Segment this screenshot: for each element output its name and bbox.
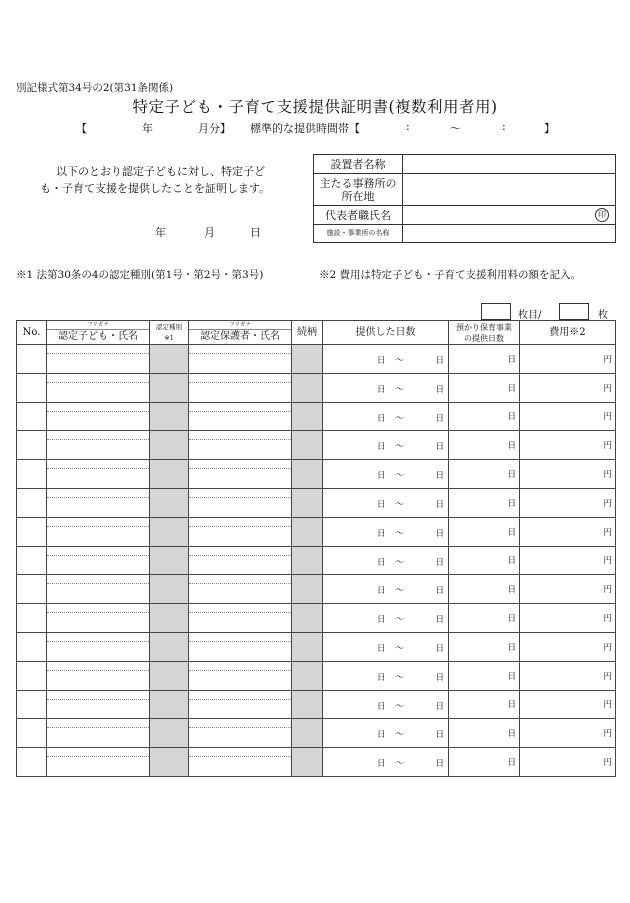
furigana-divider xyxy=(189,555,291,556)
yen-unit: 円 xyxy=(603,642,612,653)
relation-cell[interactable] xyxy=(292,517,323,546)
founder-name-label: 設置者名称 xyxy=(314,155,403,174)
furigana-divider xyxy=(47,439,149,440)
header-type-line-2: ※1 xyxy=(164,333,174,342)
header-guardian-name xyxy=(189,321,292,345)
child-name-cell[interactable] xyxy=(47,373,150,402)
relation-cell[interactable] xyxy=(292,546,323,575)
day-start-unit: 日 xyxy=(377,672,386,683)
child-name-cell[interactable] xyxy=(47,431,150,460)
childcare-day-unit: 日 xyxy=(507,585,516,596)
yen-unit: 円 xyxy=(603,383,612,394)
furigana-divider xyxy=(189,641,291,642)
certification-type-cell[interactable] xyxy=(150,719,189,748)
guardian-name-cell[interactable] xyxy=(189,690,292,719)
form-reference: 別記様式第34号の2(第31条関係) xyxy=(16,82,174,94)
furigana-divider xyxy=(47,555,149,556)
header-child-name xyxy=(47,321,150,345)
fee-cell[interactable] xyxy=(520,575,616,604)
day-end-unit: 日 xyxy=(435,528,444,539)
day-end-unit: 日 xyxy=(435,615,444,626)
header-type-line-1: 認定種別 xyxy=(156,322,182,331)
day-end-unit: 日 xyxy=(435,471,444,482)
office-address-field[interactable] xyxy=(403,174,616,206)
furigana-divider xyxy=(189,468,291,469)
certification-type-cell[interactable] xyxy=(150,345,189,374)
guardian-name-cell[interactable] xyxy=(189,402,292,431)
furigana-divider xyxy=(47,382,149,383)
sheet-number-box[interactable] xyxy=(481,303,511,320)
guardian-name-cell[interactable] xyxy=(189,575,292,604)
childcare-days-cell[interactable] xyxy=(449,575,520,604)
certification-line-1: 以下のとおり認定子どもに対し、特定子ど xyxy=(56,165,265,178)
childcare-days-cell[interactable] xyxy=(449,748,520,777)
relation-cell[interactable] xyxy=(292,748,323,777)
furigana-divider xyxy=(189,727,291,728)
childcare-days-cell[interactable] xyxy=(449,488,520,517)
yen-unit: 円 xyxy=(603,729,612,740)
furigana-divider xyxy=(189,756,291,757)
childcare-days-cell[interactable] xyxy=(449,345,520,374)
day-range-tilde: ～ xyxy=(395,499,405,510)
guardian-name-cell[interactable] xyxy=(189,488,292,517)
child-name-cell[interactable] xyxy=(47,488,150,517)
certification-type-cell[interactable] xyxy=(150,460,189,489)
provided-days-cell[interactable] xyxy=(323,488,449,517)
row-no-cell[interactable] xyxy=(17,575,47,604)
childcare-days-cell[interactable] xyxy=(449,719,520,748)
time-tilde: ～ xyxy=(450,122,461,135)
childcare-days-cell[interactable] xyxy=(449,402,520,431)
header-child-name-label: 認定子ども・氏名 xyxy=(47,329,149,343)
day-end-unit: 日 xyxy=(435,701,444,712)
furigana-divider xyxy=(47,353,149,354)
yen-unit: 円 xyxy=(603,700,612,711)
child-name-cell[interactable] xyxy=(47,748,150,777)
childcare-days-cell[interactable] xyxy=(449,604,520,633)
table-row xyxy=(17,690,616,719)
relation-cell[interactable] xyxy=(292,402,323,431)
furigana-divider xyxy=(47,411,149,412)
day-range-tilde: ～ xyxy=(395,701,405,712)
day-range-tilde: ～ xyxy=(395,672,405,683)
fee-cell[interactable] xyxy=(520,690,616,719)
furigana-divider xyxy=(47,497,149,498)
yen-unit: 円 xyxy=(603,527,612,538)
cert-year-label: 年 xyxy=(155,226,166,239)
childcare-day-unit: 日 xyxy=(507,700,516,711)
certification-type-cell[interactable] xyxy=(150,690,189,719)
day-end-unit: 日 xyxy=(435,384,444,395)
day-end-unit: 日 xyxy=(435,730,444,741)
table-header-row xyxy=(17,321,616,345)
furigana-divider xyxy=(189,439,291,440)
header-no: No. xyxy=(17,321,47,345)
day-end-unit: 日 xyxy=(435,586,444,597)
yen-unit: 円 xyxy=(603,671,612,682)
time-colon-end: : xyxy=(502,120,506,133)
certification-line-2: も・子育て支援を提供したことを証明します。 xyxy=(40,182,271,195)
header-fee: 費用※2 xyxy=(520,321,616,345)
header-child-furigana: フリガナ xyxy=(87,322,109,328)
childcare-day-unit: 日 xyxy=(507,354,516,365)
fee-cell[interactable] xyxy=(520,632,616,661)
furigana-divider xyxy=(189,583,291,584)
certification-type-cell[interactable] xyxy=(150,373,189,402)
cert-month-label: 月 xyxy=(204,226,215,239)
relation-cell[interactable] xyxy=(292,719,323,748)
furigana-divider xyxy=(47,468,149,469)
guardian-name-cell[interactable] xyxy=(189,719,292,748)
day-end-unit: 日 xyxy=(435,557,444,568)
provided-days-cell[interactable] xyxy=(323,345,449,374)
facility-name-field[interactable] xyxy=(403,225,616,243)
table-row xyxy=(17,373,616,402)
childcare-days-cell[interactable] xyxy=(449,661,520,690)
guardian-name-cell[interactable] xyxy=(189,661,292,690)
day-end-unit: 日 xyxy=(435,356,444,366)
childcare-days-cell[interactable] xyxy=(449,546,520,575)
childcare-day-unit: 日 xyxy=(507,556,516,567)
day-range-tilde: ～ xyxy=(395,557,405,568)
child-name-cell[interactable] xyxy=(47,460,150,489)
furigana-divider xyxy=(189,670,291,671)
day-range-tilde: ～ xyxy=(395,759,405,770)
childcare-day-unit: 日 xyxy=(507,614,516,625)
certification-type-cell[interactable] xyxy=(150,546,189,575)
relation-cell[interactable] xyxy=(292,632,323,661)
note-fee: ※2 費用は特定子ども・子育て支援利用料の額を記入。 xyxy=(319,269,582,281)
provision-time-label: 標準的な提供時間帯【 xyxy=(250,122,360,135)
relation-cell[interactable] xyxy=(292,690,323,719)
day-end-unit: 日 xyxy=(435,442,444,453)
relation-cell[interactable] xyxy=(292,373,323,402)
table-body xyxy=(17,345,616,777)
day-end-unit: 日 xyxy=(435,499,444,510)
relation-cell[interactable] xyxy=(292,661,323,690)
fee-cell[interactable] xyxy=(520,748,616,777)
day-start-unit: 日 xyxy=(377,730,386,741)
certification-type-cell[interactable] xyxy=(150,604,189,633)
childcare-day-unit: 日 xyxy=(507,729,516,740)
period-month-label: 月分】 xyxy=(198,122,231,135)
day-start-unit: 日 xyxy=(377,499,386,510)
table-row xyxy=(17,748,616,777)
table-row xyxy=(17,575,616,604)
header-certification-type xyxy=(150,321,189,345)
header-childcare-line-2: の提供日数 xyxy=(464,333,504,343)
header-relation: 続柄 xyxy=(292,321,323,345)
childcare-day-unit: 日 xyxy=(507,527,516,538)
furigana-divider xyxy=(47,756,149,757)
provided-days-cell[interactable] xyxy=(323,460,449,489)
provided-days-cell[interactable] xyxy=(323,604,449,633)
guardian-name-cell[interactable] xyxy=(189,431,292,460)
day-range-tilde: ～ xyxy=(395,528,405,539)
provided-days-cell[interactable] xyxy=(323,661,449,690)
office-address-label-line-1: 主たる事務所の xyxy=(319,176,397,190)
childcare-days-cell[interactable] xyxy=(449,460,520,489)
furigana-divider xyxy=(189,497,291,498)
table-row xyxy=(17,460,616,489)
time-colon-start: : xyxy=(406,120,410,133)
day-start-unit: 日 xyxy=(377,471,386,482)
day-end-unit: 日 xyxy=(435,413,444,424)
day-start-unit: 日 xyxy=(377,615,386,626)
day-start-unit: 日 xyxy=(377,528,386,539)
row-no-cell[interactable] xyxy=(17,719,47,748)
relation-cell[interactable] xyxy=(292,604,323,633)
day-end-unit: 日 xyxy=(435,759,444,770)
childcare-day-unit: 日 xyxy=(507,758,516,769)
furigana-divider xyxy=(47,612,149,613)
header-guardian-name-label: 認定保護者・氏名 xyxy=(189,329,291,343)
relation-cell[interactable] xyxy=(292,431,323,460)
day-start-unit: 日 xyxy=(377,442,386,453)
day-end-unit: 日 xyxy=(435,672,444,683)
fee-cell[interactable] xyxy=(520,460,616,489)
furigana-divider xyxy=(47,526,149,527)
day-start-unit: 日 xyxy=(377,701,386,712)
fee-cell[interactable] xyxy=(520,488,616,517)
row-no-cell[interactable] xyxy=(17,632,47,661)
row-no-cell[interactable] xyxy=(17,402,47,431)
child-name-cell[interactable] xyxy=(47,345,150,374)
guardian-name-cell[interactable] xyxy=(189,460,292,489)
provided-days-cell[interactable] xyxy=(323,575,449,604)
day-range-tilde: ～ xyxy=(395,643,405,654)
table-row xyxy=(17,517,616,546)
childcare-days-cell[interactable] xyxy=(449,690,520,719)
child-name-cell[interactable] xyxy=(47,604,150,633)
header-provided-days: 提供した日数 xyxy=(323,321,449,345)
fee-cell[interactable] xyxy=(520,431,616,460)
provision-table xyxy=(16,320,616,777)
provided-days-cell[interactable] xyxy=(323,517,449,546)
day-start-unit: 日 xyxy=(377,356,386,366)
certification-type-cell[interactable] xyxy=(150,431,189,460)
provided-days-cell[interactable] xyxy=(323,373,449,402)
period-close-bracket: 】 xyxy=(544,122,555,135)
furigana-divider xyxy=(189,699,291,700)
childcare-day-unit: 日 xyxy=(507,642,516,653)
relation-cell[interactable] xyxy=(292,460,323,489)
day-start-unit: 日 xyxy=(377,413,386,424)
provided-days-cell[interactable] xyxy=(323,402,449,431)
childcare-days-cell[interactable] xyxy=(449,431,520,460)
furigana-divider xyxy=(189,526,291,527)
guardian-name-cell[interactable] xyxy=(189,604,292,633)
childcare-days-cell[interactable] xyxy=(449,373,520,402)
child-name-cell[interactable] xyxy=(47,632,150,661)
cert-day-label: 日 xyxy=(250,226,261,239)
representative-field[interactable] xyxy=(403,206,616,225)
representative-label: 代表者職氏名 xyxy=(314,206,403,225)
note-certification-type: ※1 法第30条の4の認定種別(第1号・第2号・第3号) xyxy=(16,269,264,281)
childcare-day-unit: 日 xyxy=(507,470,516,481)
yen-unit: 円 xyxy=(603,614,612,625)
provided-days-cell[interactable] xyxy=(323,431,449,460)
day-range-tilde: ～ xyxy=(395,442,405,453)
fee-cell[interactable] xyxy=(520,345,616,374)
row-no-cell[interactable] xyxy=(17,661,47,690)
seal-stamp-icon: 印 xyxy=(595,208,609,222)
fee-cell[interactable] xyxy=(520,719,616,748)
header-guardian-furigana: フリガナ xyxy=(229,322,251,328)
childcare-day-unit: 日 xyxy=(507,671,516,682)
table-row xyxy=(17,546,616,575)
day-range-tilde: ～ xyxy=(395,356,405,366)
childcare-days-cell[interactable] xyxy=(449,632,520,661)
fee-cell[interactable] xyxy=(520,604,616,633)
table-row xyxy=(17,402,616,431)
table-row xyxy=(17,632,616,661)
child-name-cell[interactable] xyxy=(47,575,150,604)
childcare-day-unit: 日 xyxy=(507,412,516,423)
childcare-day-unit: 日 xyxy=(507,498,516,509)
fee-cell[interactable] xyxy=(520,517,616,546)
guardian-name-cell[interactable] xyxy=(189,632,292,661)
child-name-cell[interactable] xyxy=(47,517,150,546)
table-row xyxy=(17,488,616,517)
certification-type-cell[interactable] xyxy=(150,402,189,431)
furigana-divider xyxy=(47,699,149,700)
day-start-unit: 日 xyxy=(377,557,386,568)
furigana-divider xyxy=(47,641,149,642)
childcare-days-cell[interactable] xyxy=(449,517,520,546)
period-year-label: 年 xyxy=(142,122,153,135)
yen-unit: 円 xyxy=(603,412,612,423)
table-row xyxy=(17,719,616,748)
table-row xyxy=(17,431,616,460)
child-name-cell[interactable] xyxy=(47,661,150,690)
certification-type-cell[interactable] xyxy=(150,632,189,661)
yen-unit: 円 xyxy=(603,498,612,509)
row-no-cell[interactable] xyxy=(17,488,47,517)
row-no-cell[interactable] xyxy=(17,690,47,719)
furigana-divider xyxy=(47,727,149,728)
yen-unit: 円 xyxy=(603,470,612,481)
day-end-unit: 日 xyxy=(435,643,444,654)
table-row xyxy=(17,345,616,374)
yen-unit: 円 xyxy=(603,556,612,567)
certification-type-cell[interactable] xyxy=(150,748,189,777)
yen-unit: 円 xyxy=(603,758,612,769)
founder-name-field[interactable] xyxy=(403,155,616,174)
row-no-cell[interactable] xyxy=(17,460,47,489)
sheet-total-box[interactable] xyxy=(559,303,589,320)
day-range-tilde: ～ xyxy=(395,384,405,395)
provided-days-cell[interactable] xyxy=(323,546,449,575)
row-no-cell[interactable] xyxy=(17,748,47,777)
yen-unit: 円 xyxy=(603,441,612,452)
day-start-unit: 日 xyxy=(377,384,386,395)
office-address-label xyxy=(314,174,403,206)
child-name-cell[interactable] xyxy=(47,690,150,719)
day-start-unit: 日 xyxy=(377,759,386,770)
child-name-cell[interactable] xyxy=(47,719,150,748)
guardian-name-cell[interactable] xyxy=(189,345,292,374)
furigana-divider xyxy=(47,670,149,671)
day-start-unit: 日 xyxy=(377,586,386,597)
period-open-bracket: 【 xyxy=(76,122,87,135)
furigana-divider xyxy=(189,353,291,354)
certification-type-cell[interactable] xyxy=(150,575,189,604)
guardian-name-cell[interactable] xyxy=(189,517,292,546)
furigana-divider xyxy=(189,411,291,412)
provided-days-cell[interactable] xyxy=(323,690,449,719)
furigana-divider xyxy=(189,382,291,383)
day-start-unit: 日 xyxy=(377,643,386,654)
row-no-cell[interactable] xyxy=(17,546,47,575)
relation-cell[interactable] xyxy=(292,488,323,517)
day-range-tilde: ～ xyxy=(395,471,405,482)
provided-days-cell[interactable] xyxy=(323,719,449,748)
fee-cell[interactable] xyxy=(520,402,616,431)
row-no-cell[interactable] xyxy=(17,604,47,633)
row-no-cell[interactable] xyxy=(17,431,47,460)
guardian-name-cell[interactable] xyxy=(189,748,292,777)
fee-cell[interactable] xyxy=(520,546,616,575)
child-name-cell[interactable] xyxy=(47,546,150,575)
table-row xyxy=(17,604,616,633)
sheet-total-label: 枚 xyxy=(598,310,608,321)
childcare-day-unit: 日 xyxy=(507,383,516,394)
header-childcare-days xyxy=(449,321,520,345)
yen-unit: 円 xyxy=(603,354,612,365)
certification-type-cell[interactable] xyxy=(150,517,189,546)
fee-cell[interactable] xyxy=(520,661,616,690)
row-no-cell[interactable] xyxy=(17,345,47,374)
day-range-tilde: ～ xyxy=(395,730,405,741)
day-range-tilde: ～ xyxy=(395,413,405,424)
facility-name-label: 施設・事業所の名称 xyxy=(314,225,403,243)
guardian-name-cell[interactable] xyxy=(189,546,292,575)
header-childcare-line-1: 預かり保育事業 xyxy=(456,322,512,332)
yen-unit: 円 xyxy=(603,585,612,596)
guardian-name-cell[interactable] xyxy=(189,373,292,402)
provided-days-cell[interactable] xyxy=(323,632,449,661)
office-address-label-line-2: 所在地 xyxy=(341,189,375,203)
provided-days-cell[interactable] xyxy=(323,748,449,777)
document-title: 特定子ども・子育て支援提供証明書(複数利用者用) xyxy=(132,98,498,116)
childcare-day-unit: 日 xyxy=(507,441,516,452)
day-range-tilde: ～ xyxy=(395,615,405,626)
relation-cell[interactable] xyxy=(292,575,323,604)
furigana-divider xyxy=(47,583,149,584)
row-no-cell[interactable] xyxy=(17,517,47,546)
relation-cell[interactable] xyxy=(292,345,323,374)
child-name-cell[interactable] xyxy=(47,402,150,431)
sheet-number-label: 枚目/ xyxy=(518,310,542,321)
table-row xyxy=(17,661,616,690)
day-range-tilde: ～ xyxy=(395,586,405,597)
furigana-divider xyxy=(189,612,291,613)
fee-cell[interactable] xyxy=(520,373,616,402)
row-no-cell[interactable] xyxy=(17,373,47,402)
certification-type-cell[interactable] xyxy=(150,488,189,517)
provider-info-box xyxy=(313,154,616,243)
certification-type-cell[interactable] xyxy=(150,661,189,690)
